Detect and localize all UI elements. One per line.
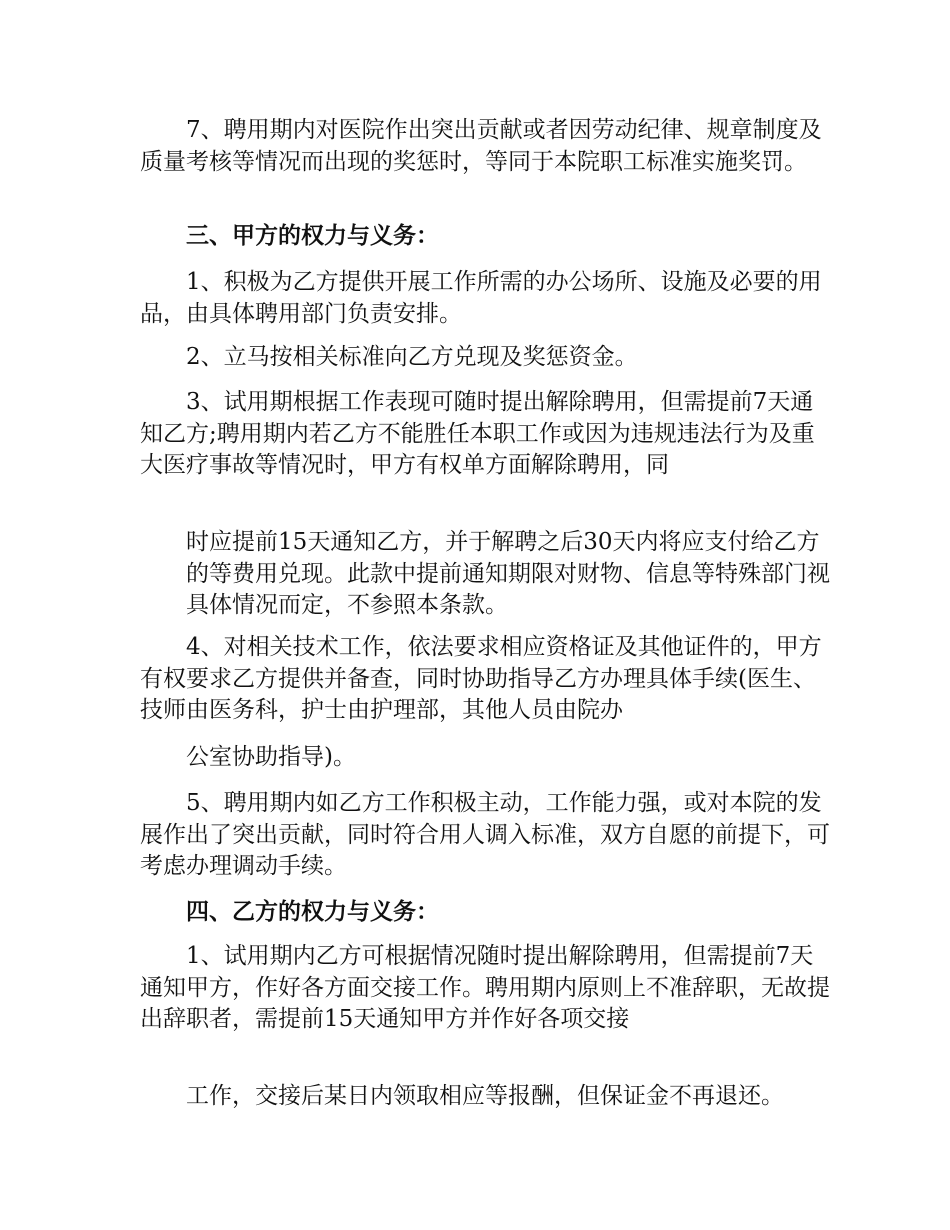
paragraph-s4-clause-1-continued: 工作，交接后某日内领取相应等报酬，但保证金不再退还。 xyxy=(186,1083,784,1109)
paragraph-s3-clause-2: 2、立马按相关标准向乙方兑现及奖惩资金。 xyxy=(186,344,638,370)
paragraph-clause-7: 7、聘用期内对医院作出突出贡献或者因劳动纪律、规章制度及质量考核等情况而出现的奖惩时，等同于本院职工标准实施奖罚。 xyxy=(140,117,822,175)
paragraph-s3-clause-5: 5、聘用期内如乙方工作积极主动，工作能力强，或对本院的发展作出了突出贡献，同时符合用人调入标准，双方自愿的前提下，可考虑办理调动手续。 xyxy=(140,790,830,879)
paragraph-s3-clause-4: 4、对相关技术工作，依法要求相应资格证及其他证件的，甲方有权要求乙方提供并备查，同时协助指导乙方办理具体手续(医生、技师由医务科，护士由护理部，其他人员由院办 xyxy=(140,634,822,723)
paragraph-s3-clause-3-continued: 时应提前15天通知乙方，并于解聘之后30天内将应支付给乙方的等费用兑现。此款中提前通知期限对财物、信息等特殊部门视具体情况而定，不参照本条款。 xyxy=(186,529,830,618)
section-4-heading: 四、乙方的权力与义务： xyxy=(186,898,439,925)
paragraph-s4-clause-1: 1、试用期内乙方可根据情况随时提出解除聘用，但需提前7天通知甲方，作好各方面交接工作。聘用期内原则上不准辞职，无故提出辞职者，需提前15天通知甲方并作好各项交接 xyxy=(140,943,830,1032)
paragraph-s3-clause-4-continued: 公室协助指导)。 xyxy=(186,744,356,770)
paragraph-s3-clause-1: 1、积极为乙方提供开展工作所需的办公场所、设施及必要的用品，由具体聘用部门负责安排。 xyxy=(140,269,822,327)
paragraph-s3-clause-3: 3、试用期根据工作表现可随时提出解除聘用，但需提前7天通知乙方;聘用期内若乙方不能胜任本职工作或因为违规违法行为及重大医疗事故等情况时，甲方有权单方面解除聘用，同 xyxy=(140,389,815,478)
section-3-heading: 三、甲方的权力与义务： xyxy=(186,222,439,249)
